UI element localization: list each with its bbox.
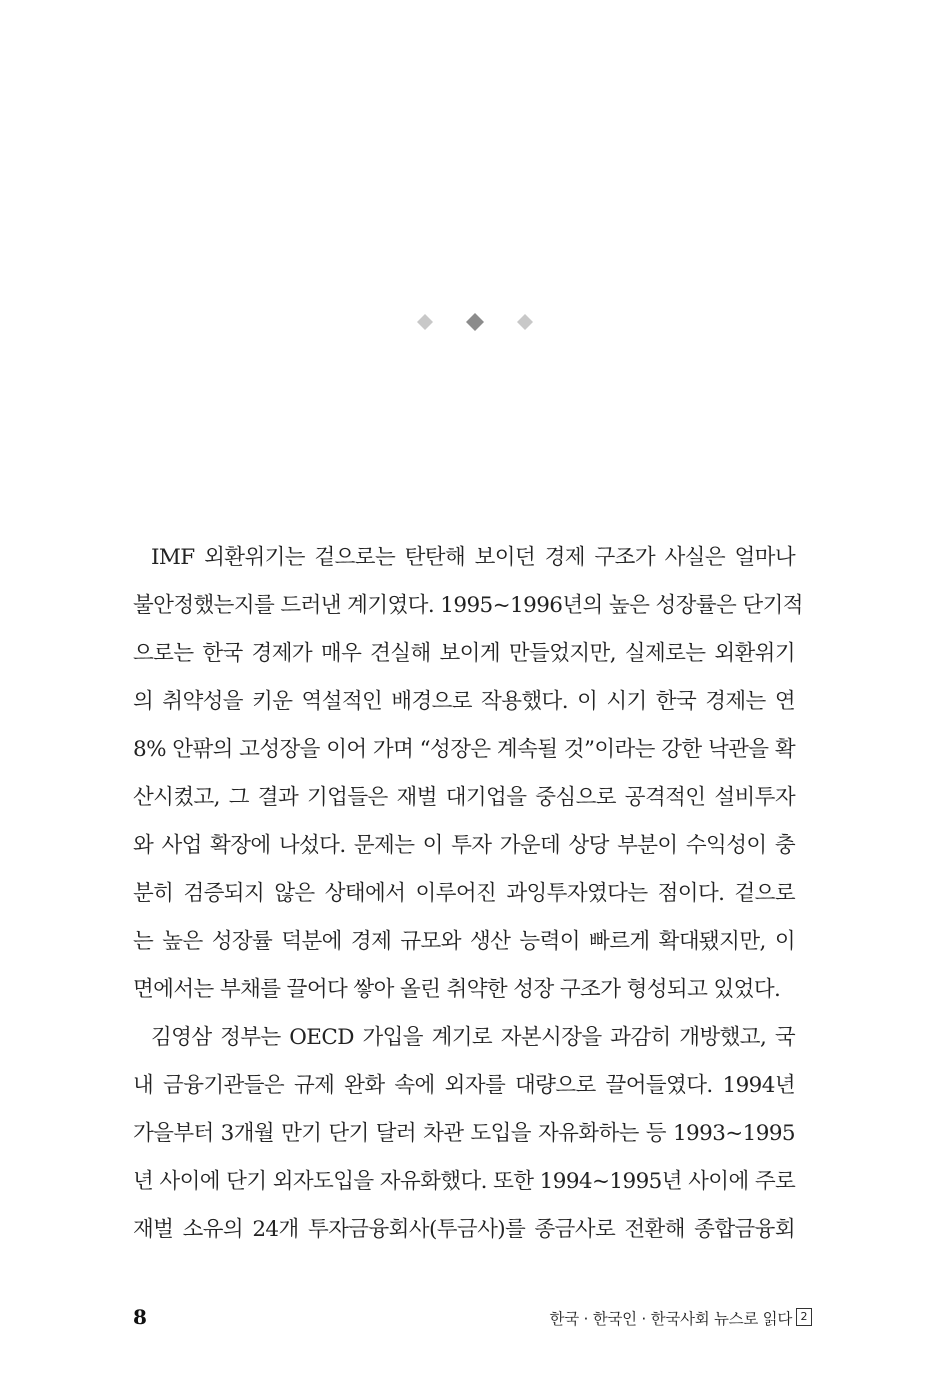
page-number: 8 [133,1305,147,1329]
paragraph-1-line-3: 으로는 한국 경제가 매우 견실해 보이게 만들었지만, 실제로는 외환위기 [133,641,795,666]
paragraph-2-line-3: 가을부터 3개월 만기 단기 달러 차관 도입을 자유화하는 등 1993~1995 [133,1121,795,1146]
paragraph-1-line-1: IMF 외환위기는 겉으로는 탄탄해 보이던 경제 구조가 사실은 얼마나 [151,545,795,570]
paragraph-2-line-5: 재벌 소유의 24개 투자금융회사(투금사)를 종금사로 전환해 종합금융회 [133,1217,795,1242]
volume-number-badge: 2 [796,1308,812,1326]
section-ornament [0,310,950,334]
diamond-icon [417,314,433,330]
paragraph-2-line-2: 내 금융기관들은 규제 완화 속에 외자를 대량으로 끌어들였다. 1994년 [133,1073,795,1098]
paragraph-1-line-6: 산시켰고, 그 결과 기업들은 재벌 대기업을 중심으로 공격적인 설비투자 [133,785,795,810]
diamond-icon [517,314,533,330]
paragraph-1-line-5: 8% 안팎의 고성장을 이어 가며 “성장은 계속될 것”이라는 강한 낙관을 확 [133,737,795,762]
paragraph-2-line-4: 년 사이에 단기 외자도입을 자유화했다. 또한 1994~1995년 사이에 주로 [133,1169,796,1194]
paragraph-1-line-2: 불안정했는지를 드러낸 계기였다. 1995~1996년의 높은 성장률은 단기적 [133,593,803,618]
paragraph-2-line-1: 김영삼 정부는 OECD 가입을 계기로 자본시장을 과감히 개방했고, 국 [151,1025,795,1050]
ornament-diamonds [415,310,535,334]
paragraph-1-line-9: 는 높은 성장률 덕분에 경제 규모와 생산 능력이 빠르게 확대됐지만, 이 [133,929,795,954]
paragraph-1-line-4: 의 취약성을 키운 역설적인 배경으로 작용했다. 이 시기 한국 경제는 연 [133,689,795,714]
running-footer-title: 한국 · 한국인 · 한국사회 뉴스로 읽다 [549,1310,792,1328]
diamond-icon [466,313,484,331]
paragraph-1-line-10: 면에서는 부채를 끌어다 쌓아 올린 취약한 성장 구조가 형성되고 있었다. [133,977,781,1002]
body-text [133,540,803,1242]
paragraph-1-line-7: 와 사업 확장에 나섰다. 문제는 이 투자 가운데 상당 부분이 수익성이 충 [133,833,795,858]
paragraph-1-line-8: 분히 검증되지 않은 상태에서 이루어진 과잉투자였다는 점이다. 겉으로 [133,881,795,906]
